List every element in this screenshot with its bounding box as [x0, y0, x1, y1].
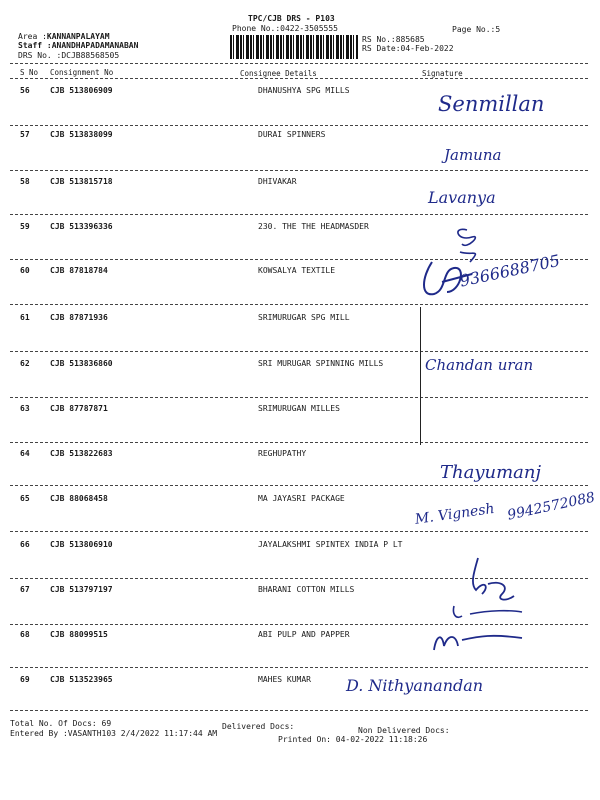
staff-label: Staff : [18, 41, 52, 50]
phone-number: Phone No.:0422-3505555 [232, 24, 338, 33]
rs-date: RS Date:04-Feb-2022 [362, 44, 454, 53]
row-consignment: CJB 88099515 [50, 630, 108, 639]
row-divider [10, 710, 588, 711]
area-label: Area : [18, 32, 47, 41]
rs-number: RS No.:885685 [362, 35, 425, 44]
signature-66-68-scribbles [430, 550, 530, 660]
row-sno: 65 [20, 494, 30, 503]
area-field [18, 32, 110, 41]
page-number: Page No.:5 [452, 25, 501, 34]
row-sno: 57 [20, 130, 30, 139]
barcode [230, 35, 358, 59]
non-delivered-docs: Non Delivered Docs: [358, 726, 450, 735]
row-consignee: BHARANI COTTON MILLS [258, 585, 355, 594]
hand-drawn-line [420, 307, 421, 445]
row-sno: 67 [20, 585, 30, 594]
table-row [0, 313, 600, 327]
row-sno: 64 [20, 449, 30, 458]
table-row [0, 404, 600, 418]
row-consignee: DURAI SPINNERS [258, 130, 326, 139]
row-divider [10, 397, 588, 398]
row-consignee: MAHES KUMAR [258, 675, 311, 684]
drs-number: DRS No. :DCJB88568505 [18, 51, 120, 60]
row-sno: 68 [20, 630, 30, 639]
col-signature: Signature [422, 69, 463, 78]
delivered-docs: Delivered Docs: [222, 722, 295, 731]
signature-65: M. Vignesh [414, 500, 496, 528]
row-consignee: KOWSALYA TEXTILE [258, 266, 336, 275]
row-consignee: MA JAYASRI PACKAGE [258, 494, 345, 503]
row-sno: 60 [20, 266, 30, 275]
row-consignment: CJB 87818784 [50, 266, 108, 275]
row-consignment: CJB 513396336 [50, 222, 113, 231]
row-consignment: CJB 513797197 [50, 585, 113, 594]
row-divider [10, 125, 588, 126]
col-consignee: Consignee Details [240, 69, 317, 78]
table-row [0, 177, 600, 191]
row-consignee: DHANUSHYA SPG MILLS [258, 86, 350, 95]
row-consignee: SRIMURUGAR SPG MILL [258, 313, 350, 322]
row-sno: 69 [20, 675, 30, 684]
header-divider-top [10, 63, 588, 64]
signature-58: Lavanya [428, 188, 496, 207]
row-divider [10, 531, 588, 532]
row-sno: 66 [20, 540, 30, 549]
signature-57: Jamuna [444, 146, 502, 164]
row-consignment: CJB 513523965 [50, 675, 113, 684]
row-consignment: CJB 88068458 [50, 494, 108, 503]
row-consignee: SRIMURUGAN MILLES [258, 404, 340, 413]
row-consignment: CJB 513806909 [50, 86, 113, 95]
signature-65-phone: 9942572088 [506, 489, 597, 524]
row-consignment: CJB 87871936 [50, 313, 108, 322]
table-row [0, 675, 600, 689]
staff-field [18, 41, 138, 50]
row-consignment: CJB 513815718 [50, 177, 113, 186]
row-consignee: ABI PULP AND PAPPER [258, 630, 350, 639]
row-sno: 58 [20, 177, 30, 186]
col-consignment: Consignment No [50, 68, 114, 77]
printed-on: Printed On: 04-02-2022 11:18:26 [278, 735, 428, 744]
table-row [0, 130, 600, 144]
table-row [0, 222, 600, 236]
row-sno: 63 [20, 404, 30, 413]
row-divider [10, 304, 588, 305]
row-consignment: CJB 513836860 [50, 359, 113, 368]
table-row [0, 494, 600, 508]
row-divider [10, 351, 588, 352]
row-consignment: CJB 87787871 [50, 404, 108, 413]
row-divider [10, 667, 588, 668]
col-sno: S No [20, 68, 39, 77]
row-consignee: REGHUPATHY [258, 449, 307, 458]
row-divider [10, 259, 588, 260]
signature-62: Chandan uran [425, 356, 534, 374]
row-consignment: CJB 513838099 [50, 130, 113, 139]
total-docs: Total No. Of Docs: 69 [10, 719, 112, 728]
row-consignee: JAYALAKSHMI SPINTEX INDIA P LT [258, 540, 403, 549]
row-sno: 59 [20, 222, 30, 231]
header-divider-bottom [10, 78, 588, 79]
signature-64: Thayumanj [440, 462, 542, 483]
row-sno: 56 [20, 86, 30, 95]
row-consignee: 230. THE THE HEADMASDER [258, 222, 369, 231]
area-value: KANNANPALAYAM [46, 32, 110, 41]
staff-value: ANANDHAPADAMANABAN [51, 41, 139, 50]
row-divider [10, 442, 588, 443]
row-sno: 61 [20, 313, 30, 322]
row-divider [10, 214, 588, 215]
table-row [0, 449, 600, 463]
signature-69: D. Nithyanandan [346, 676, 484, 695]
row-divider [10, 170, 588, 171]
row-consignee: SRI MURUGAR SPINNING MILLS [258, 359, 384, 368]
signature-60-phone: 9366688705 [458, 250, 562, 291]
signature-56: Senmillan [438, 92, 545, 116]
entered-by: Entered By :VASANTH103 2/4/2022 11:17:44 AM [10, 729, 218, 738]
row-consignee: DHIVAKAR [258, 177, 297, 186]
row-consignment: CJB 513806910 [50, 540, 113, 549]
row-sno: 62 [20, 359, 30, 368]
report-title: TPC/CJB DRS - P103 [248, 14, 335, 23]
row-divider [10, 485, 588, 486]
row-consignment: CJB 513822683 [50, 449, 113, 458]
